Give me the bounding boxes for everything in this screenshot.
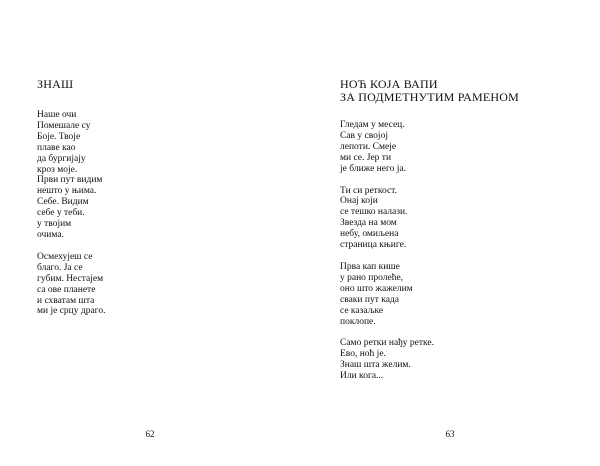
poem-line: сваки пут када bbox=[340, 294, 399, 305]
poem-line: губим. Нестајем bbox=[37, 273, 104, 284]
poem-line: Знаш шта желим. bbox=[340, 360, 411, 371]
stanza bbox=[340, 338, 434, 382]
poem-line: Ти си реткост. bbox=[340, 185, 397, 196]
poem-line: нешто у њима. bbox=[37, 186, 97, 197]
stanza bbox=[340, 186, 434, 251]
poem-line: Помешале су bbox=[37, 120, 91, 131]
poem-line: Сав у својој bbox=[340, 130, 388, 141]
poem-line: у рано пролеће, bbox=[340, 272, 404, 283]
stanza bbox=[340, 262, 434, 327]
poem-line: је ближе него ја. bbox=[340, 163, 406, 174]
poem-title: НОЋ КОЈА ВАПИ ЗА ПОДМЕТНУТИМ РАМЕНОМ bbox=[340, 77, 519, 104]
poem-line: Или кога... bbox=[340, 371, 384, 382]
poem-line: се казаљке bbox=[340, 305, 384, 316]
stanza bbox=[37, 110, 105, 241]
poem-line: се тешко налази. bbox=[340, 207, 408, 218]
poem-line: Ево, ноћ је. bbox=[340, 349, 386, 360]
page-number: 62 bbox=[145, 429, 155, 439]
poem-line: у твојим bbox=[37, 219, 72, 230]
poem-line: Звезда на мом bbox=[340, 218, 397, 229]
stanza bbox=[340, 120, 434, 175]
poem-line: Онај који bbox=[340, 196, 378, 207]
poem-line: кроз моје. bbox=[37, 164, 78, 175]
poem-line: Боје. Твоје bbox=[37, 131, 81, 142]
poem-line: оно што жажелим bbox=[340, 283, 413, 294]
poem-line: Гледам у месец. bbox=[340, 120, 405, 130]
poem-body bbox=[37, 110, 105, 328]
page-number: 63 bbox=[445, 429, 455, 439]
poem-line: страница књиге. bbox=[340, 240, 407, 251]
poem-line: са ове планете bbox=[37, 284, 96, 295]
poem-line: да бургијају bbox=[37, 153, 86, 164]
poem-line: Наше очи bbox=[37, 110, 77, 120]
poem-line: Прва кап кише bbox=[340, 261, 400, 272]
poem-line: очима. bbox=[37, 229, 64, 240]
poem-line: благо. Ја се bbox=[37, 262, 83, 273]
poem-line: ми је срцу драго. bbox=[37, 306, 106, 317]
poem-line: себе у теби. bbox=[37, 208, 85, 219]
poem-line: и схватам шта bbox=[37, 295, 95, 306]
poem-line: Осмехујеш се bbox=[37, 251, 93, 262]
poem-body bbox=[340, 120, 434, 393]
poem-title: ЗНАШ bbox=[37, 77, 74, 91]
poem-line: поклопе. bbox=[340, 316, 376, 327]
poem-line: лепоти. Смеје bbox=[340, 141, 397, 152]
poem-line: небу, омиљена bbox=[340, 229, 399, 240]
poem-line: ми се. Јер ти bbox=[340, 152, 392, 163]
stanza bbox=[37, 252, 105, 317]
right-page bbox=[300, 0, 600, 466]
poem-line: Себе. Видим bbox=[37, 197, 89, 208]
poem-line: Први пут видим bbox=[37, 175, 103, 186]
poem-line: Само ретки нађу ретке. bbox=[340, 338, 434, 349]
poem-line: плаве као bbox=[37, 142, 76, 153]
